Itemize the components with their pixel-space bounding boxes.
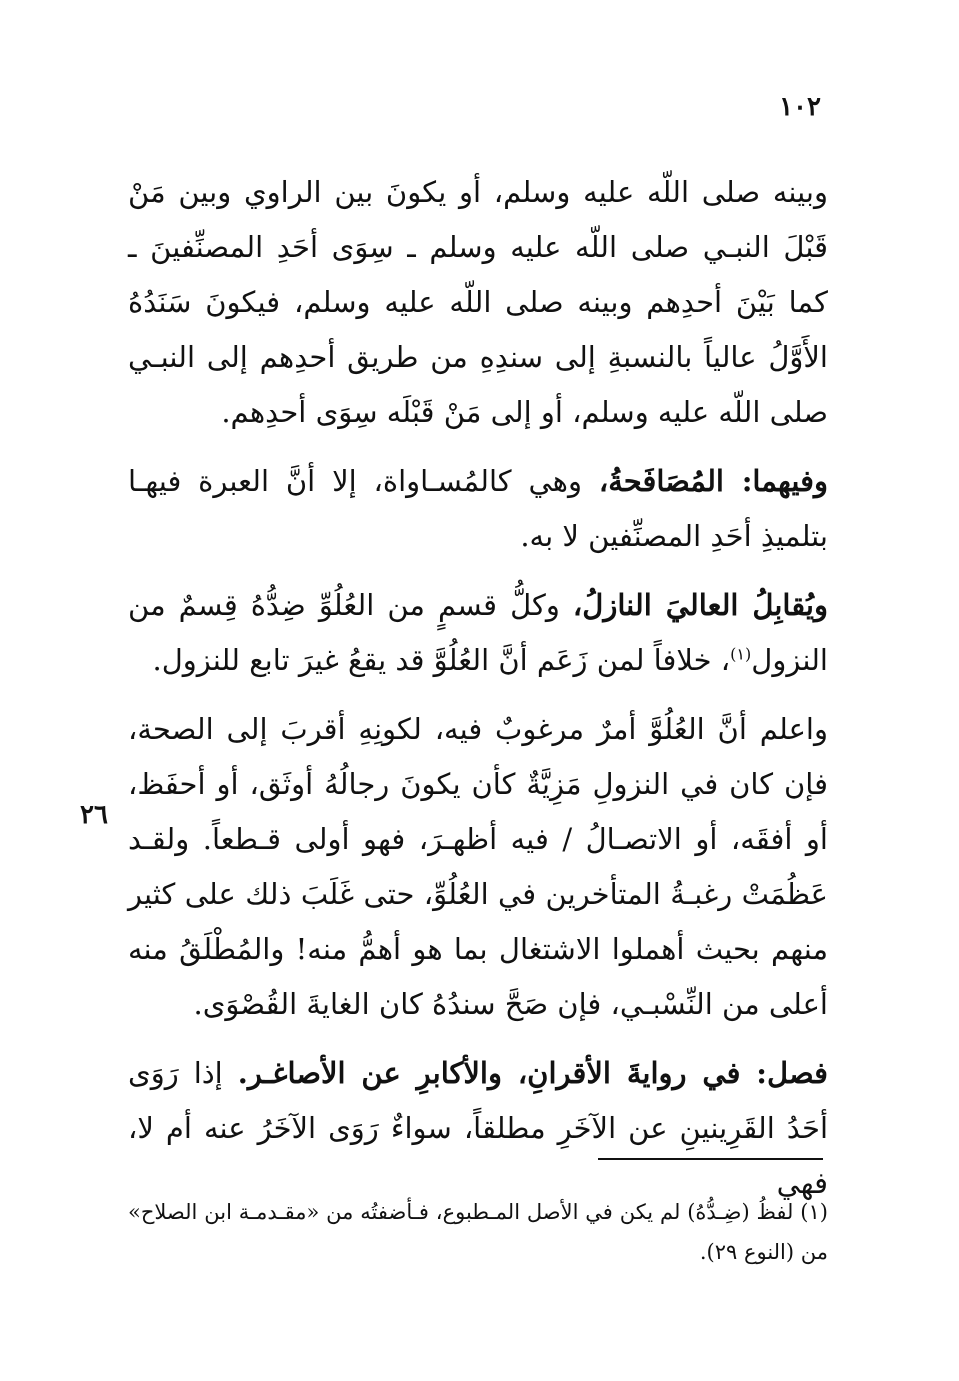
paragraph-text: وبينه صلى اللّه عليه وسلم، أو يكونَ بين الراوي وبين مَنْ قَبْلَ النبـي صلى اللّه عليه وسلم ـ سِوَى أحَدِ المصنِّفينَ ـ كما بَيْنَ أحدِهم وبينه صلى اللّه عليه وسلم، فيكونَ سَنَدُهُ الأَوَّلُ عالياً بالنسبةِ إلى سندِهِ من طريق أحدِهم إلى النبـي صلى اللّه عليه وسلم، أو إلى مَنْ قَبْلَه سِوَى أحدِهم. <box>128 175 828 429</box>
paragraph-text: إذا رَوَى أحَدُ القَرِينينِ عن الآخَرِ مطلقاً، سواءٌ رَوَى الآخَرُ عنه أم لا، فهي <box>128 1056 828 1200</box>
footnote-reference[interactable]: (١) <box>730 644 752 664</box>
paragraph-1 <box>128 165 828 440</box>
paragraph-text: واعلم أنَّ العُلُوَّ أمرٌ مرغوبٌ فيه، لكونِهِ أقربَ إلى الصحة، فإن كان في النزولِ مَزِيَّةٌ كأن يكونَ رجالُهُ أوثَق، أو أحفَظ، أو أفقَه، أو الاتصـالُ / فيه أظهـرَ، فهو أولى قـطعاً. ولقـد عَظُمَتْ رغبـةُ المتأخرين في العُلُوِّ، حتى غَلَبَ ذلك على كثير منهم بحيث أهملوا الاشتغال بما هو أهمُّ منه! والمُطْلَقُ منه أعلى من النِّسْبـي، فإن صَحَّ سندُهُ كان الغايةَ القُصْوَى. <box>128 712 828 1021</box>
paragraph-3 <box>128 578 828 688</box>
margin-page-marker: ٢٦ <box>80 800 108 830</box>
paragraph-text: وكلُّ قسمٍ من العُلُوِّ ضِدُّهُ قِسمٌ من النزول <box>128 588 828 677</box>
page-number: ١٠٢ <box>779 92 821 122</box>
paragraph-heading: ويُقابِلُ العاليَ النازلُ، <box>572 588 828 622</box>
footnote: (١) لفظُ (ضِـدُّهُ) لم يكن في الأصل المـطبوع، فـأضفتُه من «مقـدمـة ابن الصلاح» من (النوع ٢٩). <box>128 1200 828 1264</box>
main-text <box>128 165 828 1211</box>
paragraph-text: وهي كالمُسـاواة، إلا أنَّ العبرة فيهـا بتلميذِ أحَدِ المصنِّفين لا به. <box>128 464 828 553</box>
paragraph-text-continued: ، خلافاً لمن زَعَم أنَّ العُلُوَّ قد يقعُ غيرَ تابع للنزول. <box>152 643 731 677</box>
paragraph-2 <box>128 454 828 564</box>
footnote-divider <box>598 1158 823 1160</box>
section-heading: فصل: في روايةَ الأقرانِ، والأكابرِ عن الأصاغـر. <box>237 1056 828 1090</box>
paragraph-heading: وفيهما: المُصَافَحةُ، <box>598 464 828 498</box>
paragraph-4 <box>128 702 828 1032</box>
paragraph-5 <box>128 1046 828 1211</box>
